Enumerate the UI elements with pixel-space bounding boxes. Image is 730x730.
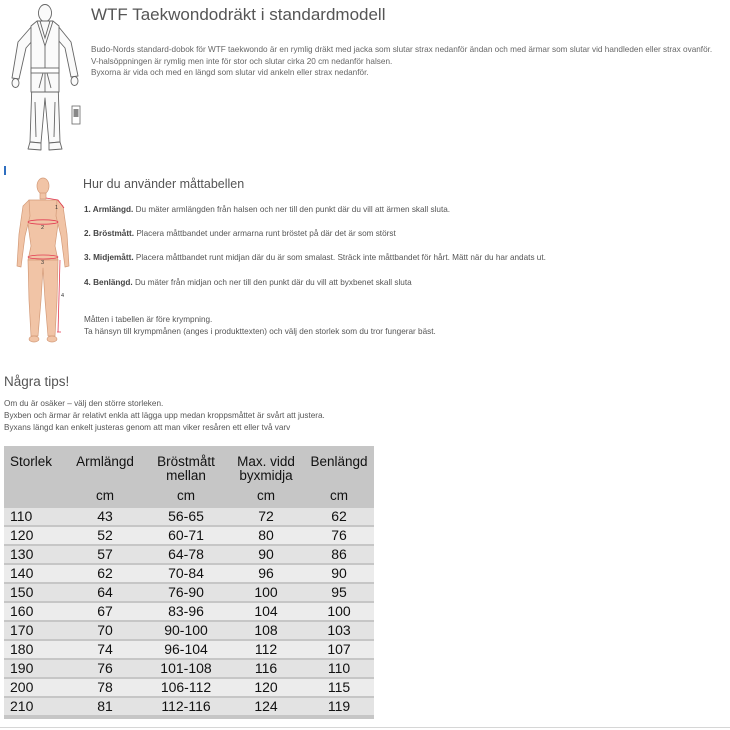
header-size: Storlek [10, 454, 53, 469]
measure-step-waist [84, 253, 546, 262]
table-cell: 150 [4, 584, 66, 601]
step-text: Du mäter armlängden från halsen och ner till den punkt där du vill att ärmen skall sluta. [135, 205, 451, 214]
table-cell: 81 [66, 698, 144, 715]
table-row [4, 546, 374, 563]
table-cell: 78 [66, 679, 144, 696]
table-cell: 70 [66, 622, 144, 639]
table-cell: 83-96 [144, 603, 228, 620]
table-cell: 112 [228, 641, 304, 658]
table-cell: 160 [4, 603, 66, 620]
howto-heading: Hur du använder måttabellen [83, 177, 245, 191]
table-row [4, 641, 374, 658]
tips-text [4, 398, 325, 434]
figure-label-chest: 2 [41, 225, 45, 231]
table-row [4, 622, 374, 639]
table-cell: 76 [304, 527, 374, 544]
table-cell: 67 [66, 603, 144, 620]
table-body [4, 508, 374, 715]
table-cell: 43 [66, 508, 144, 525]
table-header-row [4, 450, 374, 483]
table-cell: 74 [66, 641, 144, 658]
header-waist: Max. vidd byxmidja [237, 454, 295, 483]
unit-cell: cm [96, 488, 114, 503]
figure-label-leg: 4 [61, 293, 65, 299]
table-cell: 210 [4, 698, 66, 715]
figure-label-waist: 3 [41, 260, 45, 266]
measure-step-leg [84, 278, 412, 287]
step-label: 1. Armlängd. [84, 205, 134, 214]
table-cell: 180 [4, 641, 66, 658]
table-cell: 115 [304, 679, 374, 696]
table-cell: 52 [66, 527, 144, 544]
table-cell: 140 [4, 565, 66, 582]
dobok-illustration [8, 2, 88, 154]
table-cell: 119 [304, 698, 374, 715]
table-row [4, 660, 374, 677]
body-measurement-illustration [12, 176, 74, 348]
size-table [4, 446, 374, 719]
figure-label-arm: 1 [55, 205, 59, 211]
table-cell: 72 [228, 508, 304, 525]
table-cell: 56-65 [144, 508, 228, 525]
table-cell: 62 [304, 508, 374, 525]
step-label: 2. Bröstmått. [84, 229, 135, 238]
table-cell: 106-112 [144, 679, 228, 696]
table-cell: 103 [304, 622, 374, 639]
table-cell: 90-100 [144, 622, 228, 639]
unit-cell: cm [257, 488, 275, 503]
table-cell: 70-84 [144, 565, 228, 582]
table-cell: 101-108 [144, 660, 228, 677]
table-cell: 95 [304, 584, 374, 601]
table-cell: 110 [304, 660, 374, 677]
table-cell: 100 [228, 584, 304, 601]
table-cell: 57 [66, 546, 144, 563]
table-cell: 200 [4, 679, 66, 696]
step-label: 4. Benlängd. [84, 278, 133, 287]
table-cell: 64 [66, 584, 144, 601]
intro-line: V-halsöppningen är rymlig men inte för stor och slutar cirka 20 cm nedanför halsen. [91, 56, 393, 66]
table-row [4, 698, 374, 715]
table-cell: 86 [304, 546, 374, 563]
table-row [4, 584, 374, 601]
table-cell: 100 [304, 603, 374, 620]
unit-cell: cm [330, 488, 348, 503]
tips-heading: Några tips! [4, 374, 70, 389]
tip-line: Byxben och ärmar är relativt enkla att lägga upp medan kroppsmåttet är svårt att justera. [4, 411, 325, 420]
table-cell: 190 [4, 660, 66, 677]
bottom-divider [0, 727, 730, 728]
table-row [4, 679, 374, 696]
table-cell: 120 [4, 527, 66, 544]
table-cell: 96-104 [144, 641, 228, 658]
table-cell: 116 [228, 660, 304, 677]
intro-line: Budo-Nords standard-dobok för WTF taekwondo är en rymlig dräkt med jacka som slutar strax nedanför ändan och med ärmar som slutar vid handleden eller strax ovanför. [91, 45, 713, 54]
table-cell: 60-71 [144, 527, 228, 544]
step-text: Du mäter från midjan och ner till den punkt där du vill att byxbenet skall sluta [134, 278, 412, 287]
unit-cell: cm [177, 488, 195, 503]
header-leg-length: Benlängd [310, 454, 368, 469]
note-line: Måtten i tabellen är före krympning. [84, 315, 213, 324]
table-row [4, 508, 374, 525]
header-arm-length: Armlängd [76, 454, 134, 469]
step-text: Placera måttbandet under armarna runt bröstet på där det är som störst [136, 229, 396, 238]
table-cell: 124 [228, 698, 304, 715]
table-cell: 90 [304, 565, 374, 582]
table-cell: 62 [66, 565, 144, 582]
table-row [4, 565, 374, 582]
table-cell: 80 [228, 527, 304, 544]
tip-line: Byxans längd kan enkelt justeras genom att man viker resåren ett eller två varv [4, 423, 291, 432]
page-title: WTF Taekwondodräkt i standardmodell [91, 5, 386, 24]
tip-line: Om du är osäker – välj den större storleken. [4, 399, 164, 408]
unit-cell [4, 485, 66, 506]
intro-line: Byxorna är vida och med en längd som slutar vid ankeln eller strax nedanför. [91, 68, 369, 78]
section-marker [4, 166, 6, 175]
note-line: Ta hänsyn till krympmånen (anges i produkttexten) och välj den storlek som du tror fungerar bäst. [84, 326, 436, 336]
table-cell: 64-78 [144, 546, 228, 563]
table-row [4, 603, 374, 620]
header-chest: Bröstmått mellan [157, 454, 215, 483]
step-text: Placera måttbandet runt midjan där du är som smalast. Sträck inte måttbandet för hårt. Mätt när du har andats ut. [135, 253, 546, 262]
table-units-row [4, 485, 374, 506]
table-cell: 90 [228, 546, 304, 563]
table-cell: 170 [4, 622, 66, 639]
table-cell: 120 [228, 679, 304, 696]
table-cell: 112-116 [144, 698, 228, 715]
measure-step-chest [84, 229, 396, 238]
shrinkage-note [84, 314, 436, 337]
table-row [4, 527, 374, 544]
intro-text [91, 44, 730, 79]
table-cell: 76 [66, 660, 144, 677]
table-cell: 107 [304, 641, 374, 658]
table-cell: 108 [228, 622, 304, 639]
step-label: 3. Midjemått. [84, 253, 134, 262]
table-cell: 110 [4, 508, 66, 525]
table-cell: 76-90 [144, 584, 228, 601]
table-cell: 96 [228, 565, 304, 582]
table-cell: 104 [228, 603, 304, 620]
table-cell: 130 [4, 546, 66, 563]
measure-step-arm [84, 205, 450, 214]
